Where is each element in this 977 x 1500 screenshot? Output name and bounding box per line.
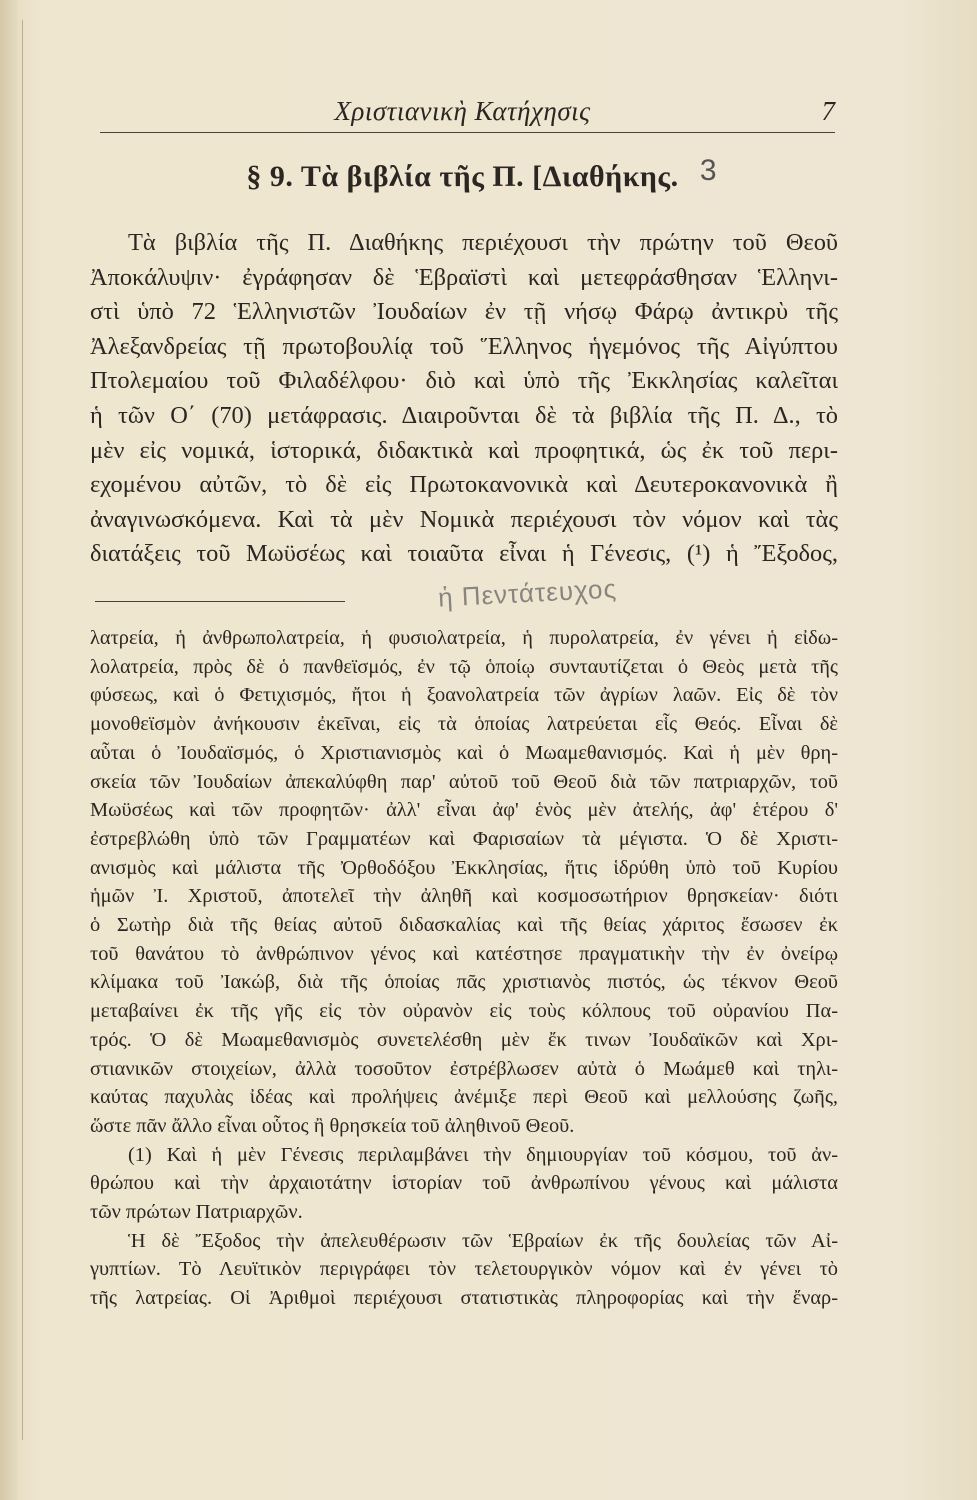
footnote-line: τοῦ θανάτου τὸ ἀνθρώπινον γένος καὶ κατέστησε πραγματικὴν τὴν ἐν ὀνείρῳ [90, 942, 838, 965]
footnote-line: μεταβαίνει ἐκ τῆς γῆς εἰς τὸν οὐρανὸν εἰς τοὺς κόλπους τοῦ οὐρανίου Πα- [90, 1000, 838, 1023]
handwritten-margin-mark: 3 [699, 154, 717, 187]
margin-fold-line [22, 20, 23, 1440]
footnote-line: τῶν πρώτων Πατριαρχῶν. [90, 1201, 303, 1224]
footnotes [90, 624, 838, 1313]
page-edge-shadow [0, 0, 18, 1500]
section-heading [90, 154, 835, 194]
footnote-line: Ἡ δὲ Ἔξοδος τὴν ἀπελευθέρωσιν τῶν Ἑβραίων ἐκ τῆς δουλείας τῶν Αἰ- [128, 1229, 838, 1252]
handwritten-annotation: ἡ Πεντάτευχος [437, 573, 618, 613]
main-line: μὲν εἰς νομικά, ἱστορικά, διδακτικὰ καὶ προφητικά, ὡς ἐκ τοῦ περι- [90, 436, 838, 464]
running-title: Χριστιανικὴ Κατήχησις [334, 96, 591, 126]
footnote-line: κλίμακα τοῦ Ἰακώβ, διὰ τῆς ὁποίας πᾶς χριστιανὸς πιστός, ὡς τέκνον Θεοῦ [90, 971, 838, 994]
main-line: Ἀλεξανδρείας τῇ πρωτοβουλίᾳ τοῦ Ἕλληνος ἡγεμόνος τῆς Αἰγύπτου [90, 332, 838, 360]
footnote-line: στιανικῶν στοιχείων, ἀλλὰ τοσοῦτον ἐστρέβλωσεν αὐτὰ ὁ Μωάμεθ καὶ τηλι- [90, 1057, 838, 1080]
main-line: Ἀποκάλυψιν· ἐγράφησαν δὲ Ἑβραϊστὶ καὶ μετεφράσθησαν Ἑλληνι- [90, 263, 838, 291]
footnote-line: τῆς λατρείας. Οἱ Ἀριθμοὶ περιέχουσι στατιστικὰς πληροφορίας καὶ τὴν ἔναρ- [90, 1287, 838, 1310]
footnote-rule [95, 601, 345, 602]
footnote-line: γυπτίων. Τὸ Λευϊτικὸν περιγράφει τὸν τελετουργικὸν νόμον καὶ ἐν γένει τὸ [90, 1258, 838, 1281]
footnote-line: ὁ Σωτὴρ διὰ τῆς θείας αὐτοῦ διδασκαλίας καὶ τῆς θείας χάριτος ἔσωσεν ἐκ [90, 914, 838, 937]
footnote-line: μονοθεϊσμὸν ἀνήκουσιν ἐκεῖναι, εἰς τὰ ὁποίας λατρεύεται εἷς Θεός. Εἶναι δὲ [90, 713, 838, 736]
main-line: ἡ τῶν Ο΄ (70) μετάφρασις. Διαιροῦνται δὲ τὰ βιβλία τῆς Π. Δ., τὸ [90, 401, 838, 429]
footnote-line: λολατρεία, πρὸς δὲ ὁ πανθεϊσμός, ἐν τῷ ὁποίῳ συνταυτίζεται ὁ Θεὸς μετὰ τῆς [90, 655, 838, 678]
footnote-line: (1) Καὶ ἡ μὲν Γένεσις περιλαμβάνει τὴν δημιουργίαν τοῦ κόσμου, τοῦ ἀν- [128, 1143, 838, 1166]
main-line: στὶ ὑπὸ 72 Ἑλληνιστῶν Ἰουδαίων ἐν τῇ νήσῳ Φάρῳ ἀντικρὺ τῆς [90, 298, 838, 326]
header-rule [100, 132, 835, 133]
footnote-line: σκεία τῶν Ἰουδαίων ἀπεκαλύφθη παρ' αὐτοῦ τοῦ Θεοῦ διὰ τῶν πατριαρχῶν, τοῦ [90, 770, 838, 793]
footnote-line: λατρεία, ἡ ἀνθρωπολατρεία, ἡ φυσιολατρεία, ἡ πυρολατρεία, ἐν γένει ἡ εἰδω- [90, 627, 838, 649]
footnote-line: ἐστρεβλώθη ὑπὸ τῶν Γραμματέων καὶ Φαρισαίων τὰ μέγιστα. Ὁ δὲ Χριστι- [90, 827, 838, 850]
main-line: Πτολεμαίου τοῦ Φιλαδέλφου· διὸ καὶ ὑπὸ τῆς Ἐκκλησίας καλεῖται [90, 367, 838, 395]
footnote-line: τρός. Ὁ δὲ Μωαμεθανισμὸς συνετελέσθη μὲν ἔκ τινων Ἰουδαϊκῶν καὶ Χρι- [90, 1028, 838, 1051]
page-number: 7 [821, 96, 835, 126]
section-heading-text: § 9. Τὰ βιβλία τῆς Π. [Διαθήκης. [246, 160, 679, 193]
main-line: διατάξεις τοῦ Μωϋσέως καὶ τοιαῦτα εἶναι ἡ Γένεσις, (¹) ἡ Ἔξοδος, [90, 540, 838, 568]
footnote-line: θρώπου καὶ τὴν ἀρχαιοτάτην ἱστορίαν τοῦ ἀνθρωπίνου γένους καὶ μάλιστα [90, 1172, 838, 1195]
footnote-line: ἡμῶν Ἰ. Χριστοῦ, ἀποτελεῖ τὴν ἀληθῆ καὶ κοσμοσωτήριον θρησκείαν· διότι [90, 885, 838, 908]
footnote-line: ὥστε πᾶν ἄλλο εἶναι οὗτος ἢ θρησκεία τοῦ ἀληθινοῦ Θεοῦ. [90, 1114, 575, 1137]
running-head [90, 92, 835, 132]
main-line: ἀναγινωσκόμενα. Καὶ τὰ μὲν Νομικὰ περιέχουσι τὸν νόμον καὶ τὰς [90, 505, 838, 533]
footnote-line: φύσεως, καὶ ὁ Φετιχισμός, ἤτοι ἡ ξοανολατρεία τῶν ἀγρίων λαῶν. Εἰς δὲ τὸν [90, 684, 838, 707]
footnote-line: Μωϋσέως καὶ τῶν προφητῶν· ἀλλ' εἶναι ἀφ' ἑνὸς μὲν ἀτελής, ἀφ' ἑτέρου δ' [90, 799, 838, 822]
main-line: εχομένου αὐτῶν, τὸ δὲ εἰς Πρωτοκανονικὰ καὶ Δευτεροκανονικὰ ἢ [90, 471, 838, 499]
main-text [90, 226, 838, 572]
footnote-line: καύτας παχυλὰς ἰδέας καὶ προλήψεις ἀνέμιξε περὶ Θεοῦ καὶ μελλούσης ζωῆς, [90, 1086, 838, 1109]
footnote-line: ανισμὸς καὶ μάλιστα τῆς Ὀρθοδόξου Ἐκκλησίας, ἥτις ἱδρύθη ὑπὸ τοῦ Κυρίου [90, 856, 838, 879]
main-line: Τὰ βιβλία τῆς Π. Διαθήκης περιέχουσι τὴν πρώτην τοῦ Θεοῦ [128, 229, 838, 256]
footnote-line: αὗται ὁ Ἰουδαϊσμός, ὁ Χριστιανισμὸς καὶ ὁ Μωαμεθανισμός. Καὶ ἡ μὲν θρη- [90, 741, 838, 764]
